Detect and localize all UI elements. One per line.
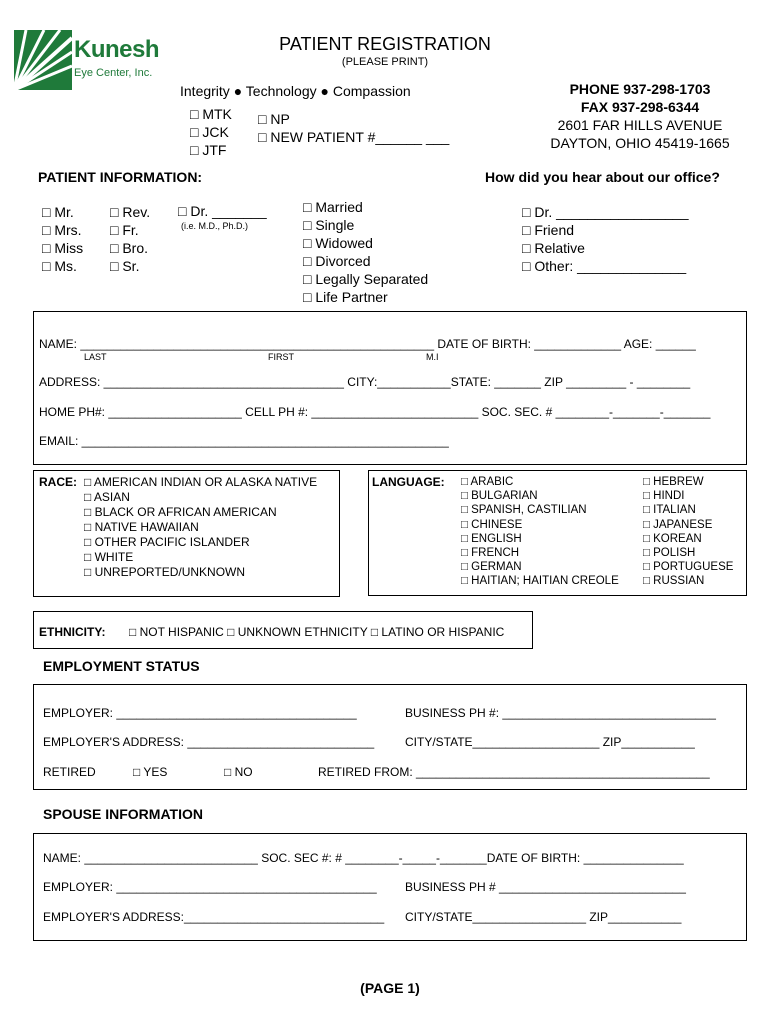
language-option[interactable]: □ JAPANESE: [643, 518, 713, 531]
title-options-col2: [110, 203, 150, 275]
employer-field[interactable]: EMPLOYER: ____________________________________: [43, 706, 357, 720]
provider-jck-checkbox[interactable]: □ JCK: [190, 124, 229, 140]
new-patient-number-field[interactable]: □ NEW PATIENT #______ ___: [258, 129, 450, 145]
spouse-employer-address-field[interactable]: EMPLOYER'S ADDRESS:______________________________: [43, 910, 385, 924]
spouse-name-ssn-dob-line[interactable]: NAME: __________________________ SOC. SEC #: # ________-_____-_______DATE OF BIRTH: _______________: [43, 851, 684, 865]
marital-married-checkbox[interactable]: □ Married: [303, 199, 363, 215]
address-line[interactable]: ADDRESS: ____________________________________ CITY:___________STATE: _______ ZIP _________ - ________: [39, 375, 691, 389]
referral-friend-checkbox[interactable]: □ Friend: [522, 222, 575, 238]
marital-divorced-checkbox[interactable]: □ Divorced: [303, 253, 371, 269]
referral-dr-field[interactable]: □ Dr. _________________: [522, 204, 689, 220]
page-subtitle: (PLEASE PRINT): [341, 56, 429, 68]
language-option[interactable]: □ ENGLISH: [461, 532, 522, 545]
race-option[interactable]: □ NATIVE HAWAIIAN: [84, 520, 199, 534]
title-options-col1: [42, 203, 83, 275]
spouse-city-state-zip-field[interactable]: CITY/STATE_________________ ZIP___________: [405, 910, 682, 924]
language-options-col1: [461, 475, 619, 589]
office-fax: FAX 937-298-6344: [580, 99, 700, 115]
referral-relative-checkbox[interactable]: □ Relative: [522, 240, 585, 256]
patient-type-list: [258, 110, 449, 146]
race-option[interactable]: □ AMERICAN INDIAN OR ALASKA NATIVE: [84, 475, 318, 489]
title-sr-checkbox[interactable]: □ Sr.: [110, 258, 140, 274]
provider-list: [190, 105, 232, 159]
email-line[interactable]: EMAIL: _______________________________________________________: [39, 434, 449, 448]
race-label: RACE:: [39, 475, 77, 489]
office-phone: PHONE 937-298-1703: [569, 81, 711, 97]
retired-yes-checkbox[interactable]: □ YES: [133, 765, 168, 779]
language-option[interactable]: □ RUSSIAN: [643, 575, 705, 588]
ethnicity-options[interactable]: □ NOT HISPANIC □ UNKNOWN ETHNICITY □ LATINO OR HISPANIC: [129, 625, 505, 639]
race-option[interactable]: □ OTHER PACIFIC ISLANDER: [84, 535, 250, 549]
race-option[interactable]: □ BLACK OR AFRICAN AMERICAN: [84, 505, 277, 519]
dr-note: (i.e. M.D., Ph.D.): [181, 221, 249, 231]
spouse-business-phone-field[interactable]: BUSINESS PH # ____________________________: [405, 880, 686, 894]
referral-source-list: [522, 203, 689, 275]
language-option[interactable]: □ GERMAN: [461, 561, 522, 574]
provider-jtf-checkbox[interactable]: □ JTF: [190, 142, 227, 158]
marital-single-checkbox[interactable]: □ Single: [303, 217, 355, 233]
title-mr-checkbox[interactable]: □ Mr.: [42, 204, 74, 220]
language-option[interactable]: □ HINDI: [643, 490, 685, 503]
employer-city-state-zip-field[interactable]: CITY/STATE___________________ ZIP___________: [405, 735, 695, 749]
marital-widowed-checkbox[interactable]: □ Widowed: [303, 235, 373, 251]
patient-info-heading: PATIENT INFORMATION:: [38, 169, 203, 185]
employer-address-field[interactable]: EMPLOYER'S ADDRESS: ____________________________: [43, 735, 375, 749]
language-options-col2: [643, 475, 733, 589]
hear-about-heading: How did you hear about our office?: [485, 169, 720, 185]
language-option[interactable]: □ BULGARIAN: [461, 490, 538, 503]
referral-other-field[interactable]: □ Other: ______________: [522, 258, 687, 274]
title-fr-checkbox[interactable]: □ Fr.: [110, 222, 139, 238]
office-address-line2: DAYTON, OHIO 45419-1665: [550, 135, 730, 151]
logo-name: Kunesh: [74, 36, 160, 63]
race-option[interactable]: □ ASIAN: [84, 490, 130, 504]
language-option[interactable]: □ ARABIC: [461, 476, 514, 488]
retired-no-checkbox[interactable]: □ NO: [224, 765, 253, 779]
page-title: PATIENT REGISTRATION: [279, 34, 491, 54]
language-option[interactable]: □ PORTUGUESE: [643, 561, 734, 574]
marital-separated-checkbox[interactable]: □ Legally Separated: [303, 271, 429, 287]
provider-mtk-checkbox[interactable]: □ MTK: [190, 106, 232, 122]
spouse-heading: SPOUSE INFORMATION: [43, 806, 203, 822]
language-option[interactable]: □ CHINESE: [461, 518, 523, 531]
middle-initial-label: M.I: [426, 352, 439, 362]
race-options: [84, 475, 317, 580]
employment-heading: EMPLOYMENT STATUS: [43, 658, 200, 674]
title-ms-checkbox[interactable]: □ Ms.: [42, 258, 77, 274]
language-option[interactable]: □ ITALIAN: [643, 504, 696, 517]
page-number: (PAGE 1): [360, 980, 420, 996]
language-option[interactable]: □ FRENCH: [461, 547, 520, 560]
title-mrs-checkbox[interactable]: □ Mrs.: [42, 222, 82, 238]
language-option[interactable]: □ SPANISH, CASTILIAN: [461, 504, 587, 517]
business-phone-field[interactable]: BUSINESS PH #: ________________________________: [405, 706, 716, 720]
language-option[interactable]: □ HAITIAN; HAITIAN CREOLE: [461, 575, 619, 588]
language-option[interactable]: □ HEBREW: [643, 476, 704, 488]
marital-life-partner-checkbox[interactable]: □ Life Partner: [303, 289, 388, 305]
title-rev-checkbox[interactable]: □ Rev.: [110, 204, 151, 220]
language-label: LANGUAGE:: [372, 475, 445, 489]
retired-from-field[interactable]: RETIRED FROM: ____________________________________________: [318, 765, 710, 779]
office-address-line1: 2601 FAR HILLS AVENUE: [557, 117, 723, 133]
title-miss-checkbox[interactable]: □ Miss: [42, 240, 84, 256]
spouse-employer-field[interactable]: EMPLOYER: _______________________________________: [43, 880, 377, 894]
title-bro-checkbox[interactable]: □ Bro.: [110, 240, 149, 256]
phone-ssn-line[interactable]: HOME PH#: ____________________ CELL PH #: _________________________ SOC. SEC. # ________-_______-_______: [39, 405, 711, 419]
first-name-label: FIRST: [268, 352, 294, 362]
marital-status-list: [303, 198, 428, 306]
title-dr-field[interactable]: □ Dr. _______: [178, 203, 267, 219]
tagline: Integrity ● Technology ● Compassion: [180, 83, 411, 99]
race-option[interactable]: □ UNREPORTED/UNKNOWN: [84, 565, 246, 579]
language-option[interactable]: □ POLISH: [643, 547, 696, 560]
logo-subtitle: Eye Center, Inc.: [74, 67, 153, 79]
office-contact: [530, 80, 750, 152]
language-option[interactable]: □ KOREAN: [643, 532, 702, 545]
name-dob-age-line[interactable]: NAME: _____________________________________________________ DATE OF BIRTH: _____________ AGE: ______: [39, 337, 696, 351]
np-checkbox[interactable]: □ NP: [258, 111, 290, 127]
ethnicity-label: ETHNICITY:: [39, 625, 106, 639]
race-option[interactable]: □ WHITE: [84, 550, 134, 564]
retired-label: RETIRED: [43, 765, 96, 779]
last-name-label: LAST: [84, 352, 107, 362]
